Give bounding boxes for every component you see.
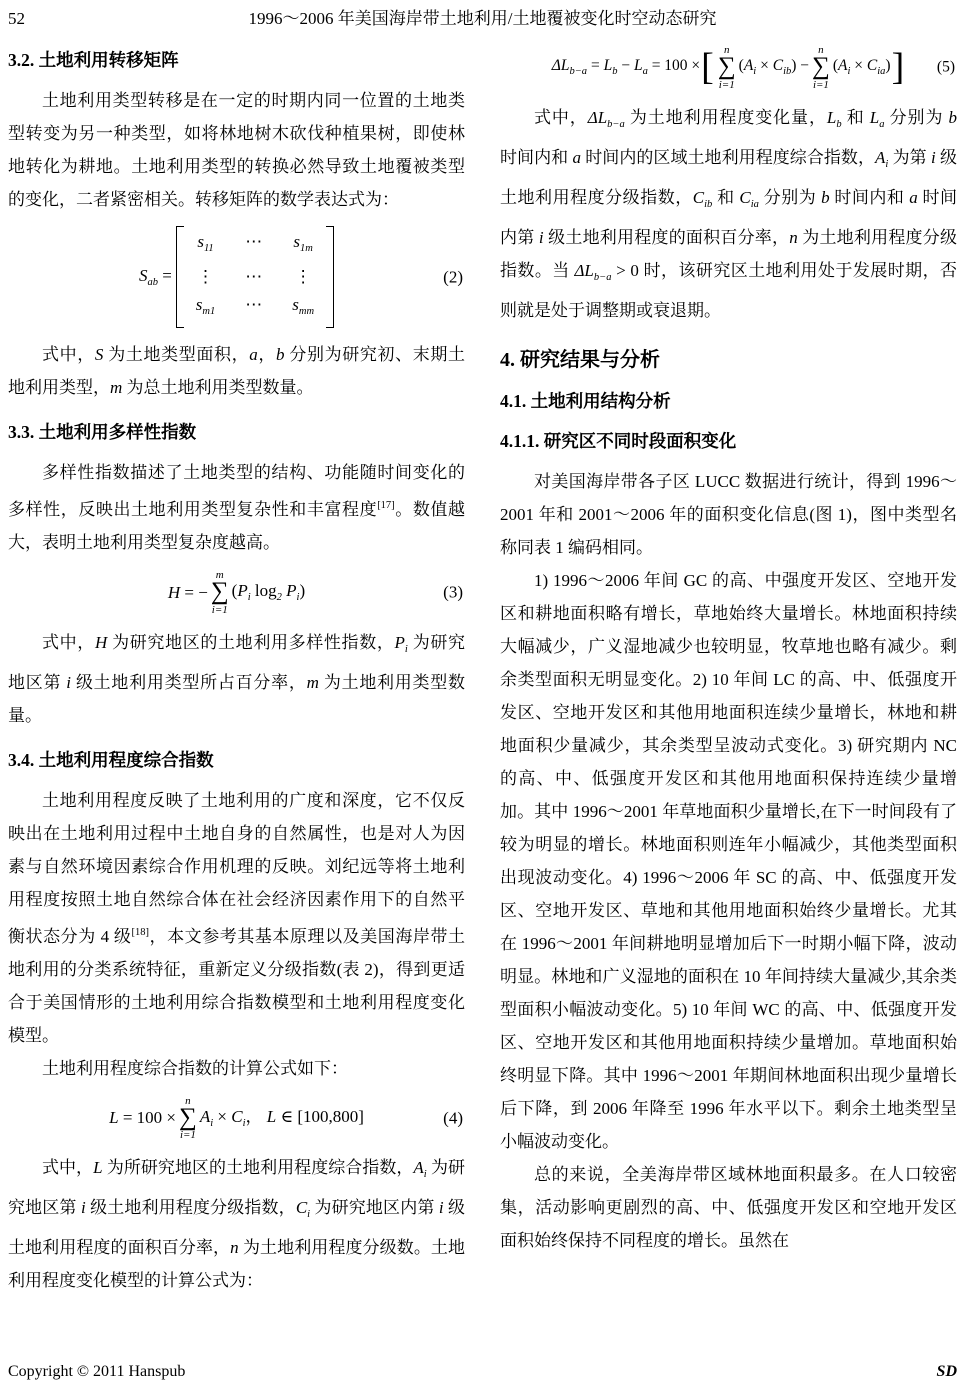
- copyright-text: Copyright © 2011 Hanspub: [8, 1363, 186, 1380]
- summation-symbol: [812, 44, 830, 91]
- section-heading-4: 4. 研究结果与分析: [500, 348, 660, 371]
- equation-5: [500, 44, 957, 91]
- paragraph-eq3-explanation: 式中，H 为研究地区的土地利用多样性指数，$P_i$ 为研究地区第 i 级土地利用类型所占百分率，m 为土地利用类型数量。: [8, 632, 466, 725]
- eq3-prefix: H = −: [167, 582, 208, 602]
- equation-number: (4): [443, 1108, 463, 1128]
- equation-4: [8, 1095, 465, 1142]
- equation-number: (5): [936, 58, 955, 76]
- sum-lower-limit: i=1: [812, 78, 829, 91]
- paragraph-4-1-1-summary: 总的来说，全美海岸带区域林地面积最多。在人口较密集，活动影响更剧烈的高、中、低强度开发区和空地开发区面积始终保持不同程度的增长。虽然在: [500, 1164, 957, 1250]
- page-header: [0, 6, 965, 32]
- equation-3: [8, 569, 465, 616]
- eq4-prefix: L = 100 ×: [109, 1108, 177, 1128]
- sigma-glyph: ∑: [717, 53, 736, 81]
- section-heading-4-1: 4.1. 土地利用结构分析: [500, 390, 671, 411]
- equation-number: (3): [443, 582, 463, 602]
- eq4-suffix: $A_i \times C_i$， L ∈ [100,800]: [199, 1106, 364, 1129]
- sum-lower-limit: i=1: [718, 78, 735, 91]
- matrix: [176, 226, 334, 328]
- eq5-middle: $(A_i \times C_{ib})$ −: [738, 57, 810, 78]
- paragraph-eq4-explanation: 式中，L 为所研究地区的土地利用程度综合指数，$A_i$ 为研究地区第 i 级土地利用程度分级指数，$C_i$ 为研究地区内第 i 级土地利用程度的面积百分率，n 为土地利用程度分级数。土地利用程度变化模型的计算公式为：: [8, 1158, 466, 1291]
- summation-symbol: [211, 569, 229, 616]
- eq5-prefix: $\Delta L_{b-a} = L_b - L_a = 100$ ×: [551, 57, 701, 78]
- paragraph-4-1-1-results: 1) 1996～2006 年间 GC 的高、中强度开发区、空地开发区和耕地面积略有增长，草地始终大量增长。林地面积持续大幅减少，广义湿地减少也较明显，牧草地也略有减少。剩余类型面积无明显变化。2) 10 年间 LC 的高、中、低强度开发区、空地开发区和其他用地面积连续少量增长，林地和耕地面积少量减少，其余类型呈波动式变化。3) 研究期内 NC 的高、中、低强度开发区和其他用地面积保持连续少量增加。其中 1996～2001 年草地面积少量增长,在下一时间段有了较为明显的增长。林地面积则连年小幅减少，其他类型面积出现波动变化。4) 1996～2006 年 SC 的高、中、低强度开发区、空地开发区、草地和其他用地面积始终少量增长。尤其在 1996～2001 年间耕地明显增加后下一时期小幅下降，波动明显。林地和广义湿地的面积在 10 年间持续大量减少,其余类型面积小幅波动变化。5) 10 年间 WC 的高、中、低强度开发区、空地开发区和其他用地面积持续少量增加。草地面积始终明显下降。其中 1996～2001 年期间林地面积出现少量增长后下降，到 2006 年降至 1996 年水平以下。剩余土地类型呈小幅波动变化。: [500, 570, 957, 1151]
- matrix-cell: smm: [292, 295, 315, 317]
- equation-number: (2): [443, 267, 463, 287]
- matrix-bracket-left: [176, 226, 184, 328]
- eq5-suffix: $(A_i \times C_{ia})$: [832, 57, 891, 78]
- equation-2: [8, 226, 465, 328]
- page-footer: [8, 1362, 957, 1382]
- left-bracket: [: [701, 46, 714, 89]
- section-heading-3-3: 3.3. 土地利用多样性指数: [8, 422, 197, 442]
- section-heading-4-1-1: 4.1.1. 研究区不同时段面积变化: [500, 430, 737, 451]
- paragraph-3-4-formula-lead: 土地利用程度综合指数的计算公式如下：: [42, 1058, 348, 1078]
- sum-upper-limit: n: [723, 44, 730, 56]
- summation-symbol: [179, 1095, 197, 1142]
- paragraph-eq2-explanation: 式中，S 为土地类型面积，a，b 分别为研究初、末期土地利用类型，m 为总土地利用类型数量。: [8, 345, 465, 397]
- paragraph-4-1-1-intro: 对美国海岸带各子区 LUCC 数据进行统计，得到 1996～2001 年和 2001～2006 年的面积变化信息(图 1)，图中类型名称同表 1 编码相同。: [500, 471, 957, 557]
- matrix-cell: ⋯: [245, 232, 263, 251]
- matrix-grid: [184, 226, 326, 328]
- left-column: [8, 42, 465, 1297]
- matrix-bracket-right: [326, 226, 334, 328]
- sum-upper-limit: n: [185, 1094, 191, 1107]
- eq3-suffix: ($P_i$ $\log_2 P_i$): [231, 581, 306, 604]
- page-number: 52: [8, 9, 25, 28]
- section-heading-3-4: 3.4. 土地利用程度综合指数: [8, 749, 214, 770]
- paragraph-3-3-intro: 多样性指数描述了土地类型的结构、功能随时间变化的多样性，反映出土地利用类型复杂性和丰富程度[17]。数值越大，表明土地利用类型复杂度越高。: [8, 463, 466, 552]
- sigma-glyph: ∑: [812, 53, 830, 81]
- sum-upper-limit: n: [818, 44, 824, 56]
- summation-symbol: [718, 44, 736, 91]
- paragraph-eq5-explanation: 式中，$\Delta L_{b-a}$ 为土地利用程度变化量，$L_b$ 和 $L_a$ 分别为 b 时间内和 a 时间内的区域土地利用程度综合指数，$A_i$ 为第 i 级土地利用程度分级指数，$C_{ib}$ 和 $C_{ia}$ 分别为 b 时间内和 a 时间内第 i 级土地利用程度的面积百分率，n 为土地利用程度分级指数。当 $\Delta L_{b-a} > 0$ 时，该研究区土地利用处于发展时期，否则就是处于调整期或衰退期。: [500, 107, 958, 320]
- eq2-lhs: $S_{ab}$ =: [138, 265, 172, 288]
- paragraph-3-4-intro: 土地利用程度反映了土地利用的广度和深度，它不仅反映出在土地利用过程中土地自身的自然属性，也是对人为因素与自然环境因素综合作用机理的反映。刘纪远等将土地利用程度按照土地自然综合体在社会经济因素作用下的自然平衡状态分为 4 级[18]，本文参考其基本原理以及美国海岸带土地利用的分类系统特征，重新定义分级指数(表 2)，得到更适合于美国情形的土地利用综合指数模型和土地利用程度变化模型。: [8, 790, 466, 1045]
- right-column: [500, 38, 957, 1257]
- matrix-cell: s11: [197, 232, 214, 254]
- matrix-cell: ⋮: [197, 267, 215, 286]
- section-heading-3-2: 3.2. 土地利用转移矩阵: [8, 50, 179, 70]
- sum-lower-limit: i=1: [179, 1129, 196, 1142]
- paragraph-3-2-intro: 土地利用类型转移是在一定的时期内同一位置的土地类型转变为另一种类型，如将林地树木砍伐种植果树，即使林地转化为耕地。土地利用类型的转换必然导致土地覆被类型的变化，二者紧密相关。转移矩阵的数学表达式为：: [8, 91, 465, 209]
- matrix-cell: s1m: [293, 232, 313, 254]
- matrix-cell: ⋮: [294, 267, 312, 286]
- sum-upper-limit: m: [215, 569, 224, 581]
- running-title: 1996～2006 年美国海岸带土地利用/土地覆被变化时空动态研究: [248, 9, 717, 28]
- matrix-cell: ⋯: [245, 295, 263, 314]
- right-bracket: ]: [891, 46, 905, 89]
- journal-abbreviation: SD: [936, 1363, 957, 1380]
- sigma-glyph: ∑: [210, 578, 229, 606]
- matrix-cell: ⋯: [245, 267, 263, 286]
- matrix-cell: sm1: [195, 295, 216, 317]
- sum-lower-limit: i=1: [211, 603, 228, 616]
- sigma-glyph: ∑: [179, 1103, 197, 1131]
